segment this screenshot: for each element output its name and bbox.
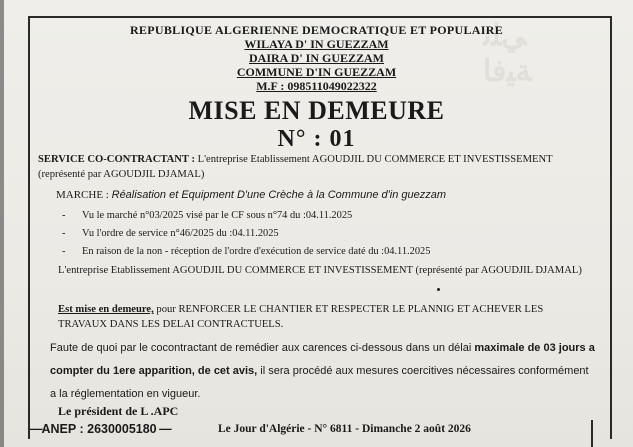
service-label: SERVICE CO-CONTRACTANT : (38, 154, 195, 165)
list-item: - Vu le marché n°03/2025 visé par le CF sous n°74 du :04.11.2025 (62, 210, 353, 221)
anep-dash: — (156, 422, 171, 436)
marche-line (56, 188, 596, 203)
notice-number: N° : 01 (277, 126, 356, 152)
entreprise-paragraph: L'entreprise Etablissement AGOUDJIL DU COMMERCE ET INVESTISSEMENT (représenté par AGOUDJIL DJAMAL) (58, 265, 582, 276)
marche-label: MARCHE : (56, 189, 109, 201)
faute-paragraph (50, 337, 595, 406)
anep-dash: — (30, 422, 42, 436)
anep-reference (30, 422, 171, 436)
bullet-text: En raison de la non - réception de l'ordre d'exécution de service daté du :04.11.2025 (82, 246, 431, 257)
fiscal-number-line: M.F : 098511049022322 (256, 79, 377, 93)
bullet-text: Vu le marché n°03/2025 visé par le CF sous n°74 du :04.11.2025 (82, 210, 353, 221)
faute-part2: il sera procédé aux mesures coercitives nécessaires conformément a la réglementation en vigueur. (50, 365, 589, 400)
faute-part1: Faute de quoi par le cocontractant de remédier aux carences ci-dessous dans un délai (50, 342, 472, 354)
frame-corner (591, 420, 607, 447)
references-list (62, 208, 592, 262)
ink-dot (437, 288, 440, 291)
service-text: L'entreprise Etablissement AGOUDJIL DU COMMERCE ET INVESTISSEMENT (représenté par AGOUDJIL DJAMAL) (38, 154, 553, 180)
wilaya-line: WILAYA D' IN GUEZZAM (244, 37, 389, 51)
republic-header: REPUBLIQUE ALGERIENNE DEMOCRATIQUE ET POPULAIRE (129, 23, 504, 37)
marche-text: Réalisation et Equipment D'une Crèche à la Commune d'in guezzam (111, 189, 447, 201)
notice-title: MISE EN DEMEURE (188, 96, 445, 125)
faute-bold: maximale de 03 jours a compter du 1ere apparition, de cet avis, (50, 342, 595, 377)
mise-text: pour RENFORCER LE CHANTIER ET RESPECTER LE PLANNIG ET ACHEVER LES TRAVAUX DANS LES DELAI CONTRACTUELS. (58, 304, 544, 330)
commune-line: COMMUNE D'IN GUEZZAM (236, 65, 397, 79)
bullet-text: Vu l'ordre de service n°46/2025 du :04.11.2025 (82, 228, 279, 239)
list-item: - En raison de la non - réception de l'ordre d'exécution de service daté du :04.11.2025 (62, 246, 431, 257)
mise-en-demeure-paragraph (58, 302, 594, 332)
anep-text: ANEP : 2630005180 (41, 422, 157, 436)
president-signature-line: Le président de L .APC (58, 404, 179, 418)
list-item: - Vu l'ordre de service n°46/2025 du :04.11.2025 (62, 228, 279, 239)
service-paragraph (38, 152, 594, 182)
bleed-through-text: ﻲﻠﺗ ﺔﻴﻓﺎ (483, 19, 532, 88)
mise-lead: Est mise en demeure, (58, 304, 154, 315)
publication-info: Le Jour d'Algérie - N° 6811 - Dimanche 2 août 2026 (218, 423, 471, 435)
daira-line: DAIRA D' IN GUEZZAM (248, 51, 384, 65)
